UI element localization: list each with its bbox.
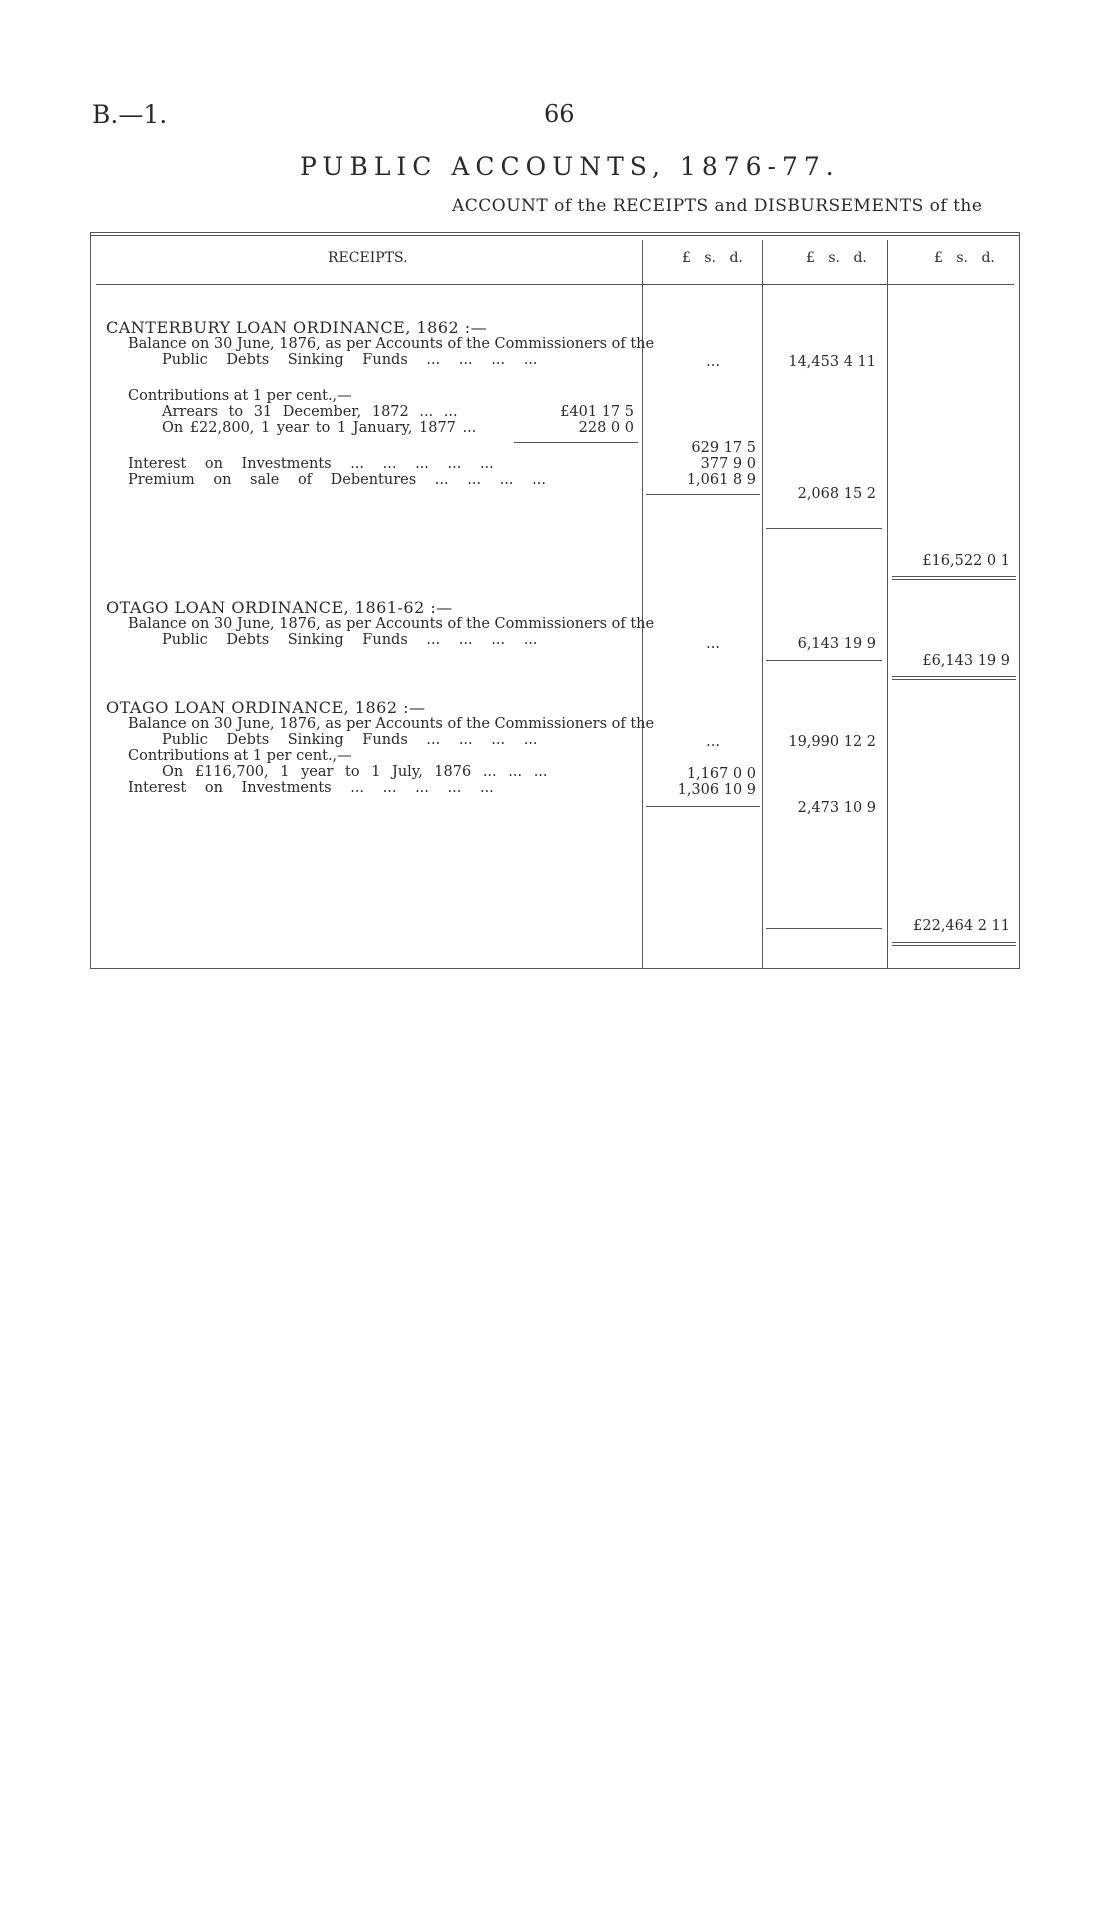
otago-1862-balance-line1: Balance on 30 June, 1876, as per Accounts of the Commissioners of the <box>128 716 655 732</box>
canterbury-heading: CANTERBURY LOAN ORDINANCE, 1862 :— <box>106 318 488 337</box>
col-divider-2 <box>762 240 763 968</box>
money-header-col2: £ s. d. <box>806 250 867 266</box>
otago-1861-total: £6,143 19 9 <box>922 653 1010 669</box>
canterbury-items-rule <box>646 494 760 495</box>
money-header-col1: £ s. d. <box>682 250 743 266</box>
page-subtitle: ACCOUNT of the RECEIPTS and DISBURSEMENTS of the <box>452 196 983 216</box>
document-reference: B.—1. <box>92 100 168 129</box>
canterbury-total: £16,522 0 1 <box>922 553 1010 569</box>
otago-1861-balance-col1: ... <box>706 636 720 652</box>
canterbury-premium-label: Premium on sale of Debentures ... ... ... ... <box>128 472 546 488</box>
otago-1862-items-rule <box>646 806 760 807</box>
otago-1862-balance-col1: ... <box>706 734 720 750</box>
canterbury-balance-line1: Balance on 30 June, 1876, as per Accounts of the Commissioners of the <box>128 336 655 352</box>
otago-1862-balance-col2: 19,990 12 2 <box>788 734 876 750</box>
otago-1861-balance-rule <box>766 660 882 661</box>
canterbury-arrears-label: Arrears to 31 December, 1872 ... ... <box>162 404 458 420</box>
canterbury-balance-col2: 14,453 4 11 <box>788 354 876 370</box>
otago-1862-total-rule <box>892 942 1016 943</box>
otago-1862-heading: OTAGO LOAN ORDINANCE, 1862 :— <box>106 698 426 717</box>
canterbury-arrears-amount: £401 17 5 <box>560 404 634 420</box>
otago-1862-on-amount: 1,167 0 0 <box>686 766 756 782</box>
otago-1862-total: £22,464 2 11 <box>913 918 1010 934</box>
receipts-column-header: RECEIPTS. <box>328 250 408 266</box>
otago-1861-balance-line2: Public Debts Sinking Funds ... ... ... ... <box>162 632 538 648</box>
canterbury-balance-line2: Public Debts Sinking Funds ... ... ... ... <box>162 352 538 368</box>
money-header-col3: £ s. d. <box>934 250 995 266</box>
otago-1861-balance-line1: Balance on 30 June, 1876, as per Accounts of the Commissioners of the <box>128 616 655 632</box>
otago-1862-interest-label: Interest on Investments ... ... ... ... ... <box>128 780 494 796</box>
table-top-rule-2 <box>90 235 1020 236</box>
otago-1861-total-rule-2 <box>892 679 1016 680</box>
otago-1861-heading: OTAGO LOAN ORDINANCE, 1861-62 :— <box>106 598 453 617</box>
table-bottom-rule <box>90 968 1020 969</box>
canterbury-contrib-rule <box>514 442 638 443</box>
col-divider-3 <box>887 240 888 968</box>
canterbury-balance-col1: ... <box>706 354 720 370</box>
otago-1862-interest-amount: 1,306 10 9 <box>677 782 756 798</box>
otago-1861-balance-col2: 6,143 19 9 <box>797 636 876 652</box>
canterbury-subtotal-rule <box>766 528 882 529</box>
canterbury-on-label: On £22,800, 1 year to 1 January, 1877 ... <box>162 420 477 436</box>
otago-1862-subtotal: 2,473 10 9 <box>797 800 876 816</box>
canterbury-total-rule <box>892 576 1016 577</box>
canterbury-interest-label: Interest on Investments ... ... ... ... ... <box>128 456 494 472</box>
canterbury-contrib-total: 629 17 5 <box>691 440 756 456</box>
otago-1862-total-rule-2 <box>892 945 1016 946</box>
canterbury-premium-amount: 1,061 8 9 <box>686 472 756 488</box>
canterbury-total-rule-2 <box>892 579 1016 580</box>
canterbury-contrib-label: Contributions at 1 per cent.,— <box>128 388 352 404</box>
canterbury-interest-amount: 377 9 0 <box>700 456 756 472</box>
header-underline <box>96 284 1014 285</box>
otago-1861-total-rule <box>892 676 1016 677</box>
otago-1862-contrib-label: Contributions at 1 per cent.,— <box>128 748 352 764</box>
page-number: 66 <box>544 100 575 128</box>
table-right-border <box>1019 232 1020 968</box>
canterbury-on-amount: 228 0 0 <box>578 420 634 436</box>
page-title: PUBLIC ACCOUNTS, 1876-77. <box>300 152 840 181</box>
otago-1862-subtotal-rule <box>766 928 882 929</box>
otago-1862-balance-line2: Public Debts Sinking Funds ... ... ... ... <box>162 732 538 748</box>
canterbury-subtotal: 2,068 15 2 <box>797 486 876 502</box>
table-top-rule <box>90 232 1020 233</box>
otago-1862-on-label: On £116,700, 1 year to 1 July, 1876 ... ... ... <box>162 764 548 780</box>
table-left-border <box>90 232 91 968</box>
